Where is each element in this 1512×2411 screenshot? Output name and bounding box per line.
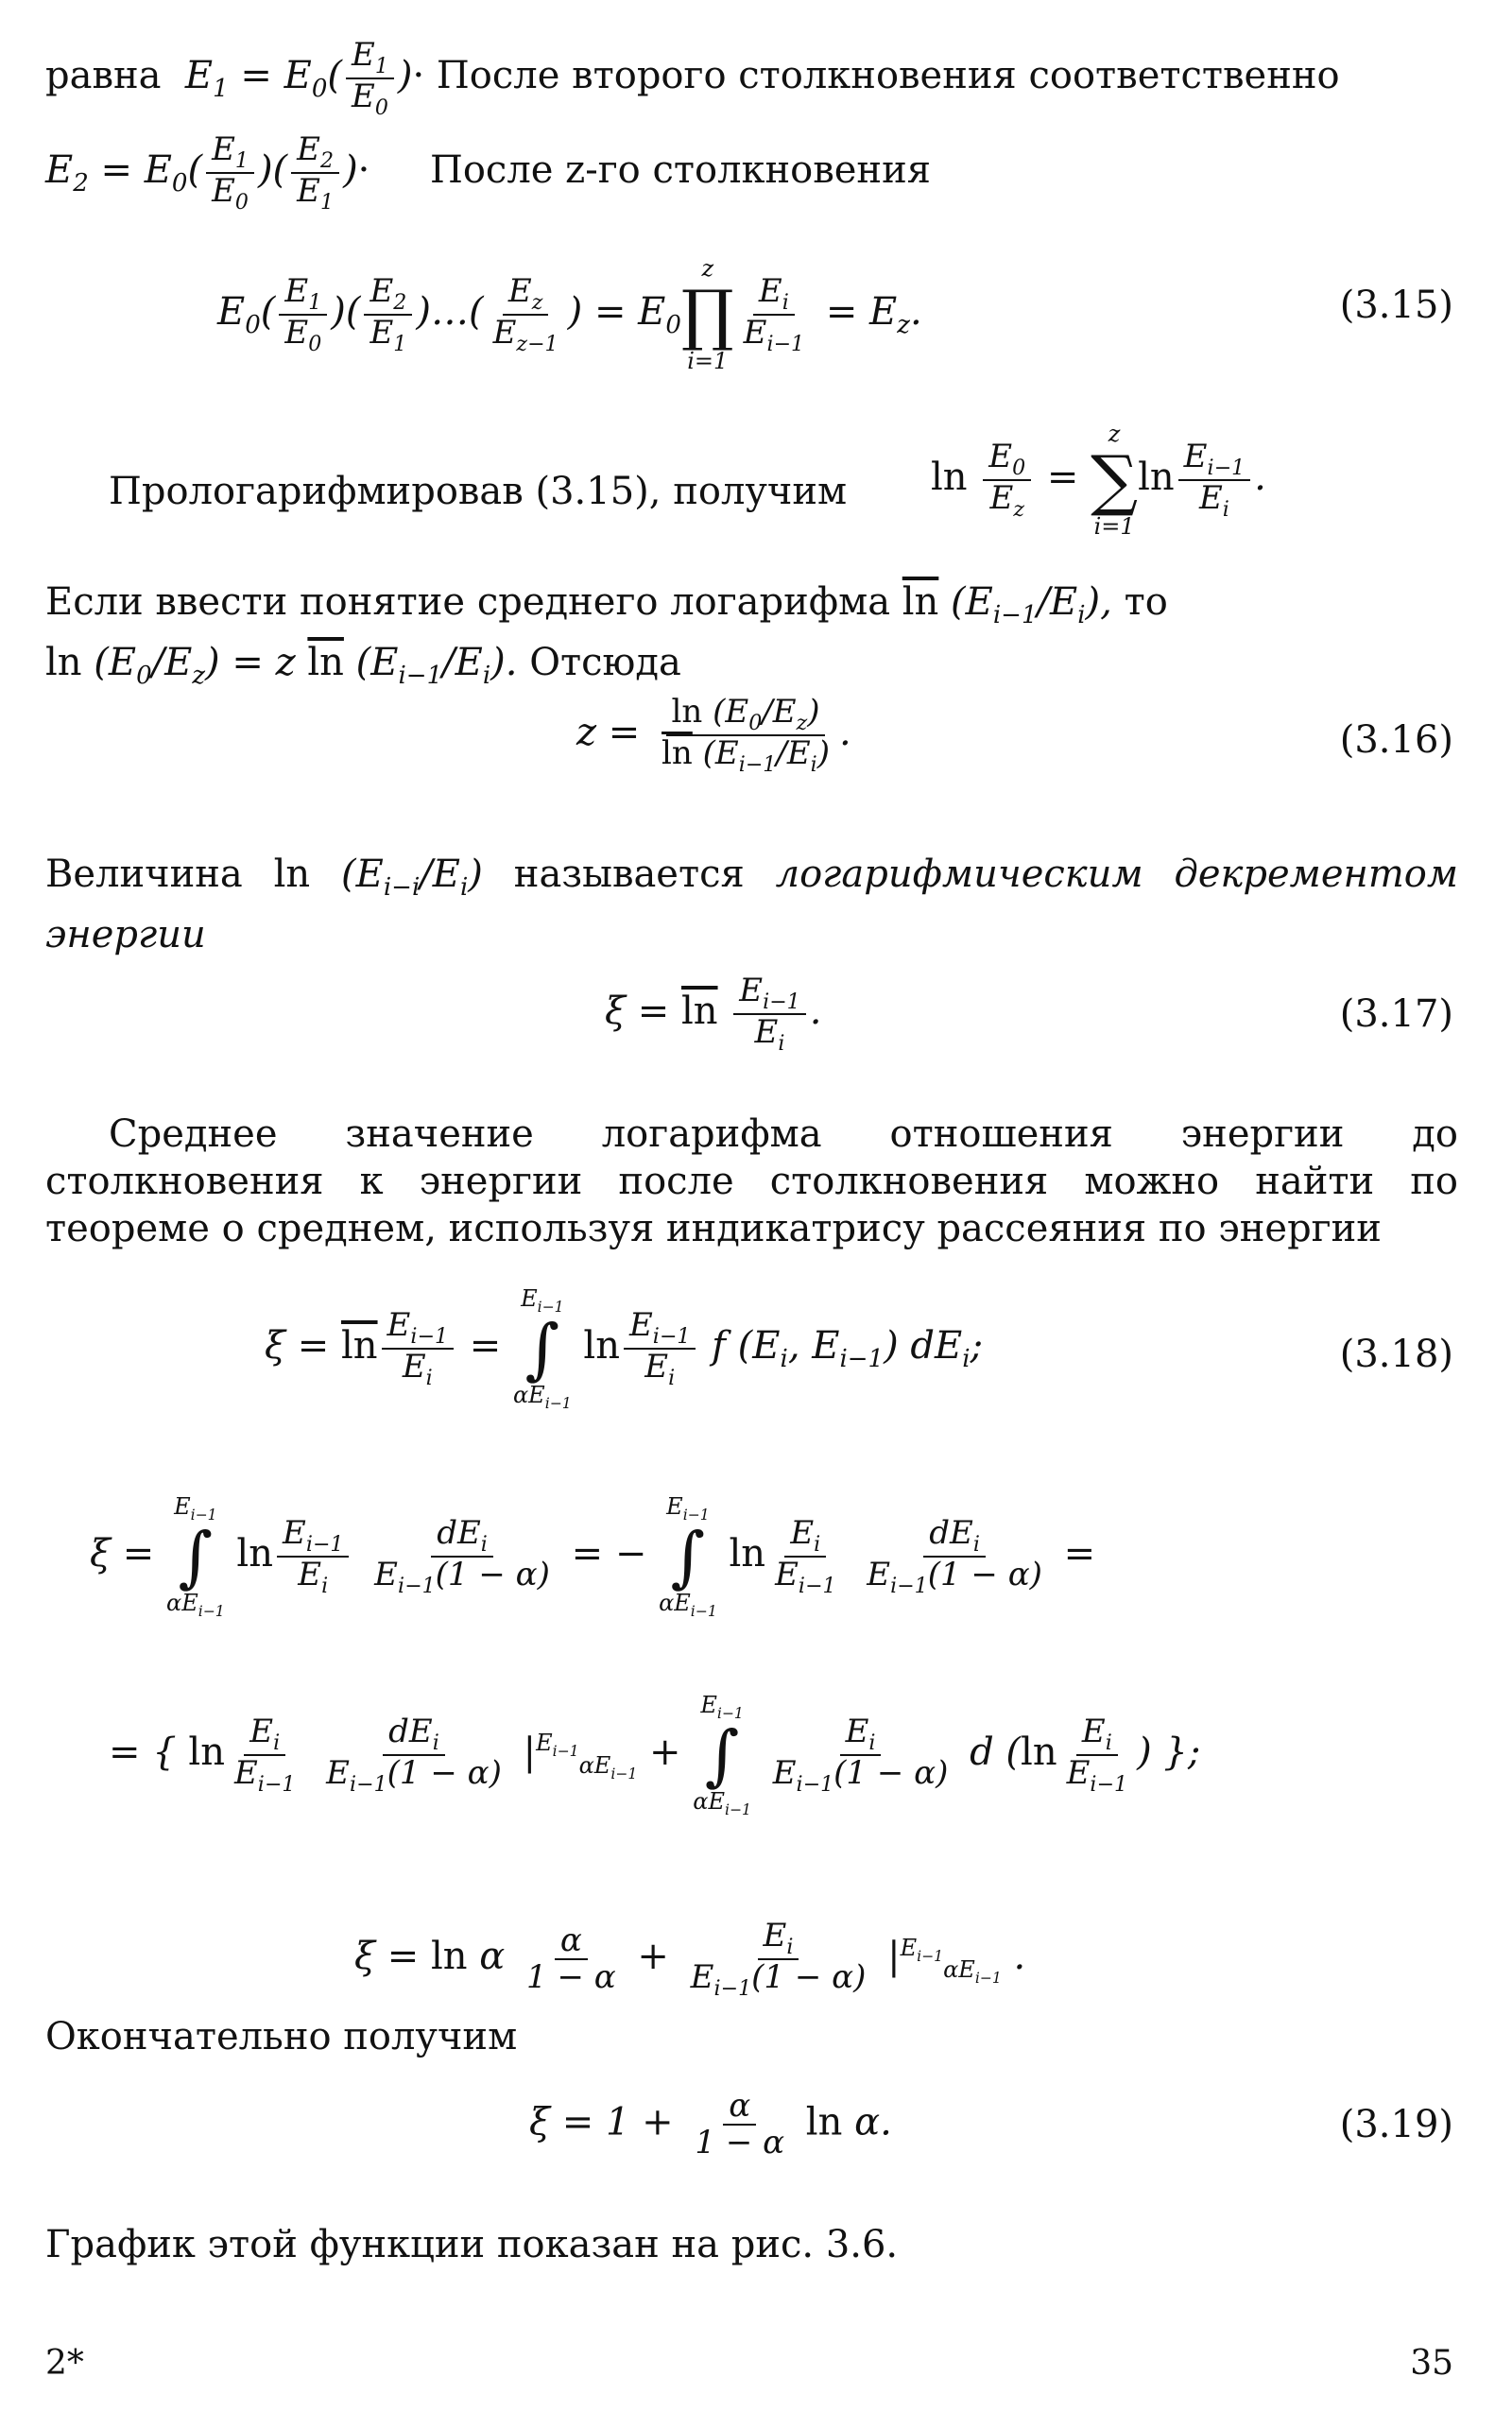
p7: Окончательно получим [45,2015,518,2058]
line-1: равна $E_1 = E_0$( $\frac{E_1}{E_0}$ )· После второго столкновения соответственно [45,36,1340,120]
p5-b: называется [513,852,745,896]
p6: Среднее значение логарифма отношения энергии до столкновения к энергии после столкновения можно найти по теореме о среднем, используя индикатрису рассеяния по энергии [45,1112,1458,1250]
p1-prefix: равна [45,54,162,98]
equation-3-15: $E_0$( $\frac{E_1}{E_0}$ )( $\frac{E_2}{E_1}$ )…( $\frac{E_z}{E_{z-1}}$ ) = $E_0$ z ∏ i=1 $\frac{E_i}{E_{i-1}}$ = $E_z$. [217,255,922,374]
p4-a: Если ввести понятие среднего логарифма [45,580,891,624]
eq-number-3-16: (3.16) [1339,718,1453,762]
p1-after: После второго столкновения соответственно [436,54,1340,98]
footer-signature: 2* [45,2344,84,2383]
p8: График этой функции показан на рис. 3.6. [45,2223,899,2266]
p2-after: После z-го столкновения [429,148,931,193]
eq-number-3-17: (3.17) [1339,992,1453,1036]
p5-italic: логарифмическим декрементом энергии [45,852,1459,956]
equation-log-sum: ln $\frac{E_0}{E_z}$ = z ∑ i=1 ln $\frac{E_{i-1}}{E_i}$ . [931,421,1266,540]
p3: Прологарифмировав (3.15), получим [109,470,848,513]
derivation-line-3: ξ = ln α $\frac{\alpha}{1 - \alpha}$ + $\frac{E_i}{E_{i-1}(1 - \alpha)}$ $|^{E_{i-1}}_{\alpha E_{i-1}}$ . [354,1917,1026,2001]
derivation-line-2: = { ln $\frac{E_i}{E_{i-1}}$ $\frac{dE_i}{E_{i-1}(1 - \alpha)}$ $|^{E_{i-1}}_{\alpha E_{i-1}}$ + $E_{i-1}$ ∫ $\alpha E_{i-1}$ $\frac{E_i}{E_{i-1}(1 - \alpha)}$ d (ln $\frac{E_i}{E_{i-1}}$ ) }; [109,1692,1201,1818]
line-5: Величина $\ln (E_{i-i}/E_i)$ называется логарифмическим декрементом энергии [45,852,1459,956]
line-7 [45,2013,1458,2060]
eq-number-3-19: (3.19) [1339,2103,1453,2146]
eq-number-3-15: (3.15) [1339,284,1453,327]
derivation-line-1: ξ = $E_{i-1}$ ∫ $\alpha E_{i-1}$ ln $\frac{E_{i-1}}{E_i}$ $\frac{dE_i}{E_{i-1}(1 - \alpha)}$ = − $E_{i-1}$ ∫ $\alpha E_{i-1}$ ln $\frac{E_i}{E_{i-1}}$ $\frac{dE_i}{E_{i-1}(1 - \alpha)}$ = [90,1493,1096,1620]
line-2: $E_2 = E_0$( $\frac{E_1}{E_0}$ )( $\frac{E_2}{E_1}$ )· После z-го столкновения [45,130,931,215]
equation-3-17: $\xi = \overline{ln}$ $\frac{E_{i-1}}{E_i}$ . [605,972,822,1056]
line-3 [109,468,959,515]
line-4: Если ввести понятие среднего логарифма $\overline{ln}$ $(E_{i-1}/E_i)$, то $\ln (E_0/E_z) = z$ $\overline{ln}$ $(E_{i-1}/E_i)$. Отсюда [45,580,1168,690]
equation-3-19: ξ = 1 + $\frac{\alpha}{1 - \alpha}$ ln α. [529,2087,892,2162]
line-8 [45,2221,1458,2268]
p4-c: Отсюда [529,641,681,684]
p4-b: то [1124,580,1168,624]
eq-number-3-18: (3.18) [1339,1333,1453,1376]
page-number: 35 [1410,2344,1453,2383]
equation-3-18: $\xi = \overline{ln}$ $\frac{E_{i-1}}{E_i}$ = $E_{i-1}$ ∫ $\alpha E_{i-1}$ ln $\frac{E_{i-1}}{E_i}$ f ($E_i$, $E_{i-1}$) $dE_i$; [265,1285,984,1412]
line-6 [45,1111,1458,1252]
p5-a: Величина [45,852,243,896]
equation-3-16: z = $\frac{\ln (E_0/E_z)}{\overline{ln} (E_{i-1}/E_i)}$ . [576,693,851,777]
